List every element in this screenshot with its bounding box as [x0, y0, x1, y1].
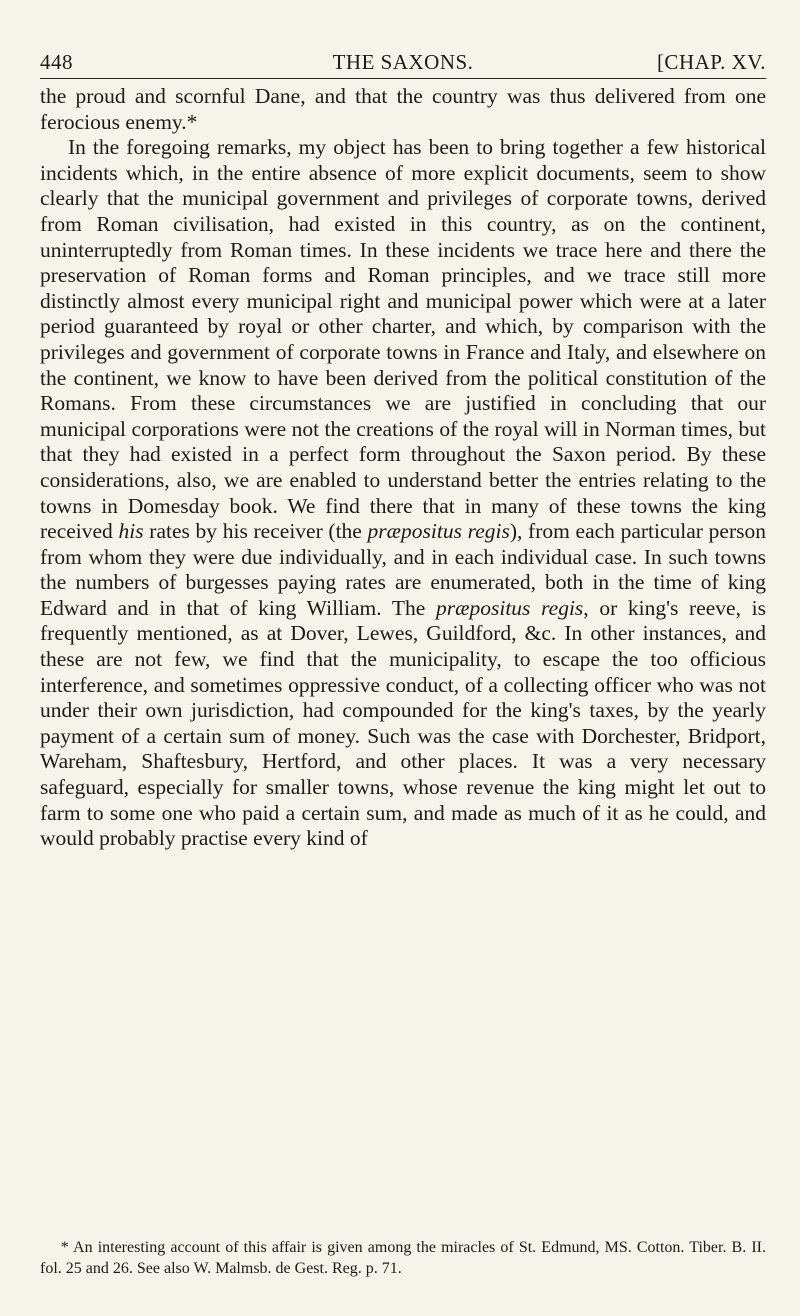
text-run: In the foregoing remarks, my object has been to bring together a few historical incidents which, in the entire absence of more explicit documents, seem to show clearly that the municipal government and privileges of corporate towns, derived from Roman civilisation, had existed in this country, as on the continent, uninterruptedly from Roman times. In these incidents we trace here and there the preservation of Roman forms and Roman principles, and we trace still more distinctly almost every municipal right and municipal power which were at a later period guaranteed by royal or other charter, and which, by comparison with the privileges and government of corporate towns in France and Italy, and elsewhere on the continent, we know to have been derived from the political constitution of the Romans. From these circumstances we are justified in concluding that our municipal corporations were not the creations of the royal will in Norman times, but that they had existed in a perfect form throughout the Saxon period. By these considerations, also, we are enabled to understand better the entries relating to the towns in Domesday book. We find there that in many of these towns the king received	[40, 135, 766, 544]
body-text	[40, 84, 766, 852]
footnote	[40, 1238, 766, 1279]
running-header	[40, 48, 766, 79]
paragraph-main	[40, 135, 766, 852]
italic-praepositus-regis: præpositus regis	[367, 519, 510, 544]
running-title: THE SAXONS.	[332, 50, 474, 74]
italic-his: his	[118, 519, 144, 544]
text-run: ), from each particular person from whom they were due individually, and in each individual case. In such towns the numbers of burgesses paying rates are enumerated, both in the time of king Edward and in that of king William. The	[40, 519, 766, 620]
page-number: 448	[40, 50, 73, 74]
text-run: , or king's reeve, is frequently mentioned, as at Dover, Lewes, Guildford, &c. In other instances, and these are not few, we find that the municipality, to escape the too officious interference, and sometimes oppressive conduct, of a collecting officer who was not under their own jurisdiction, had compounded for the king's taxes, by the yearly payment of a certain sum of money. Such was the case with Dorchester, Bridport, Wareham, Shaftesbury, Hertford, and other places. It was a very necessary safeguard, especially for smaller towns, whose revenue the king might let out to farm to some one who paid a certain sum, and made as much of it as he could, and would probably practise every kind of	[40, 595, 766, 851]
text-run: rates by his receiver (the	[143, 519, 368, 544]
footnote-text: * An interesting account of this affair is given among the miracles of St. Edmund, MS. Cotton. Tiber. B. II. fol. 25 and 26. See also W. Malmsb. de Gest. Reg. p. 71.	[40, 1239, 766, 1277]
chapter-label: [CHAP. XV.	[656, 50, 766, 74]
italic-praepositus-regis: præpositus regis	[436, 595, 584, 620]
paragraph-continued: the proud and scornful Dane, and that the country was thus delivered from one ferocious enemy.*	[40, 84, 766, 134]
